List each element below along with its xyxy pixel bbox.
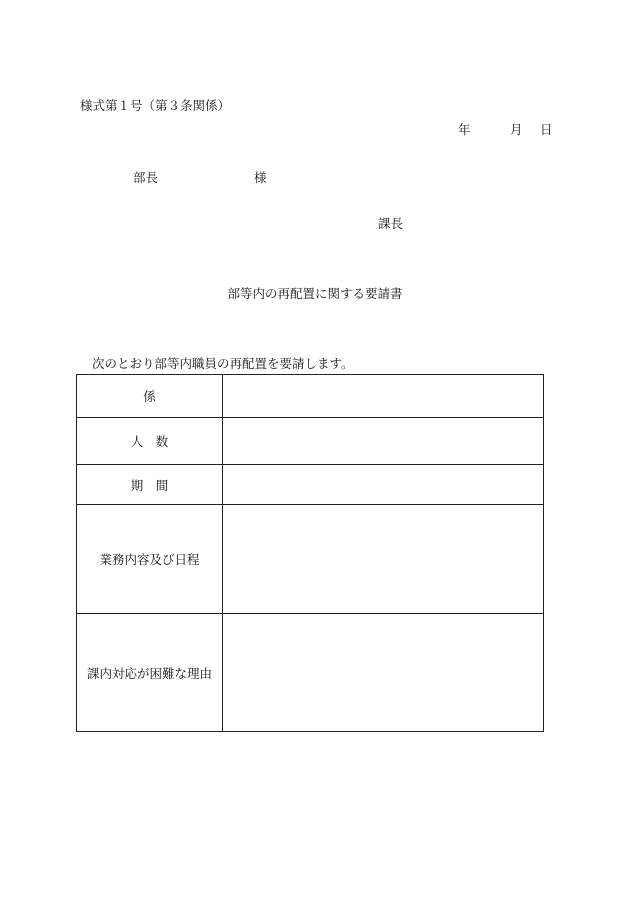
row-value-period[interactable]: [223, 465, 544, 505]
date-day-label: 日: [540, 122, 553, 137]
table-row: [77, 505, 544, 614]
document-title: 部等内の再配置に関する要請書: [227, 286, 403, 301]
row-value-reason[interactable]: [223, 614, 544, 732]
row-value-section[interactable]: [223, 375, 544, 418]
sender-title-label: 課長: [378, 216, 404, 231]
intro-text: 次のとおり部等内職員の再配置を要請します。: [92, 356, 354, 371]
row-value-work-content[interactable]: [223, 505, 544, 614]
date-year-label: 年: [458, 122, 471, 137]
table-row: [77, 465, 544, 505]
row-label-section: 係: [77, 375, 223, 418]
row-label-headcount: 人 数: [77, 418, 223, 465]
row-label-work-content: 業務内容及び日程: [77, 505, 223, 614]
row-label-period: 期 間: [77, 465, 223, 505]
date-month-label: 月: [510, 122, 523, 137]
addressee-department-label: 部長: [133, 170, 159, 185]
table-row: [77, 375, 544, 418]
addressee-honorific: 様: [254, 170, 267, 185]
form-number: 様式第１号（第３条関係）: [80, 98, 231, 113]
request-table: [76, 374, 544, 732]
table-row: [77, 614, 544, 732]
row-value-headcount[interactable]: [223, 418, 544, 465]
table-row: [77, 418, 544, 465]
row-label-reason: 課内対応が困難な理由: [77, 614, 223, 732]
